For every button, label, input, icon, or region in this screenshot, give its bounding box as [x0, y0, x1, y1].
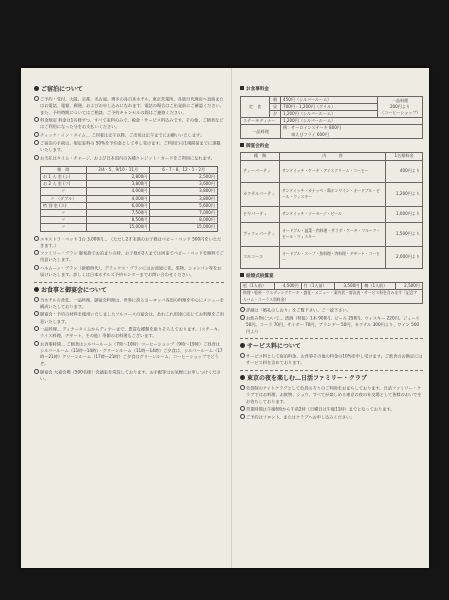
square-bullet-icon: [240, 273, 244, 277]
left-column: [34, 82, 224, 383]
circle-bullet-icon: [34, 96, 39, 101]
circle-bullet-icon: [34, 250, 39, 255]
club-item: 会員制のナイトクラブとして会員の方々のご利用をおまちしております。日活ファミリー・クラブではお料理、お飲物、ショウ、すべてが楽しめる東京の夜の社交場として皆様のおいでをお待ちしております。: [240, 385, 423, 405]
table-row: 〃 4,000円 3,800円: [41, 188, 218, 195]
square-bullet-icon: [240, 143, 244, 147]
circle-bullet-icon: [34, 117, 39, 122]
lodging-item: 料金規定 料金は1名様ずつ、すべて室料のみで、税金・サービス料込みです。その他、ご朝食などはご利用になった分をお支払いください。: [34, 117, 224, 131]
table-row: お 2 人 室 (ツ) 3,800円 3,600円: [41, 181, 218, 188]
meal-prices-heading: お食事料金: [240, 86, 423, 94]
wedding-note: 詳細は「婚礼のしおり」をご覧下さい。ご一読下さい。: [240, 307, 423, 314]
table-row: カクテルパーティ サンドイッチ・カナッペ・鶏ホンワイン・オードブル・ビール・ウィスキー 1,200円より: [241, 182, 423, 206]
banquet-prices-table: [240, 152, 423, 268]
bullet-icon: [34, 287, 39, 292]
meal-prices-table: [240, 96, 423, 139]
club-item: 営業時間は午後6時から午前2時（日曜日は午後11時）までとなっております。: [240, 406, 423, 413]
right-column: [240, 82, 423, 422]
table-row: 料理・乾杯・ウエディングケーキ・盛花・メニュー・案内状・席次表・サービス料を含みます（記念アルバム・コーラス別料金）: [241, 290, 423, 303]
wedding-prices-table: [240, 282, 423, 304]
table-row: ブッフェパーティ オードブル・温菜・肉料理・サラダ・ケーキ・フルーツ・ビール・ウィスキー 1,500円より: [241, 222, 423, 246]
table-header: 期 間: [41, 166, 87, 173]
circle-bullet-icon: [34, 297, 39, 302]
table-row: 〃 7,500円 7,000円: [41, 210, 218, 217]
table-row: 定 食 朝 450円（シルバールーム） 一品料理 200円より （コーヒーショップ）: [241, 96, 423, 103]
circle-bullet-icon: [34, 311, 39, 316]
dining-item: 当ホテルの食堂、一品料理、御宴会料理は、世界に誇るヨーロッパ各国の料理を中心にメニューを構成いたしております。: [34, 297, 224, 311]
circle-bullet-icon: [34, 369, 39, 374]
lodging-note: エキストラ・ベッド 1台 3,000円… （ただし2才未満のお子様はベビー・ベッド 500円をいただきます。）: [34, 236, 224, 250]
circle-bullet-icon: [240, 353, 245, 358]
table-row: 〃 8,500円 8,000円: [41, 217, 218, 224]
lodging-item: ご予約・受付、大阪、京都、名古屋、博多の各日本ホテル、東京営業所、各旅行代理店へ直接またはお電話、電報、郵便、およびお申し込みになれます。電話の場合はご出発前にご確認ください。また、予約時期についてはご相談、ご予約キャンセルの際はご連絡ください。: [34, 96, 224, 116]
lodging-note: ファミリー・プラン 御家族でお泊まりの時、お子様が2人までは同室でベビー・ベッドを無料でご用意いたします。: [34, 250, 224, 264]
room-rate-table: [40, 166, 218, 232]
dining-item: 一品料理… ディナータイムからディナーまで、豊富な種類を取りそろえております。（ステーキ、ライス料理、デザート、その他）季節のお料理もございます。: [34, 326, 224, 340]
circle-bullet-icon: [240, 315, 245, 320]
table-row: 夕 1,200円（シルバールーム）: [241, 111, 423, 118]
banquet-prices-heading: 御宴会料金: [240, 143, 423, 151]
circle-bullet-icon: [240, 307, 245, 312]
table-row: 〃 15,000円 15,000円: [41, 224, 218, 231]
table-row: お 1 人 室 (シ) 2,800円 2,500円: [41, 174, 218, 181]
service-item: サービス料として宿泊料金、お食事その他の料金の10%を申し受けます。ご飲食のお勘定にはサービス料を含めております。: [240, 353, 423, 367]
dining-item: お食事時間… ご朝食はシルバールーム（7時〜10時）コーヒーショップ（9時〜19時）ご昼食はシルバールーム（11時〜14時）・グリーンルーム（11時〜14時）ご夕食は、シルバールーム（17時〜21時）グリーンルーム（17時〜21時）ご夕食はグリーンルーム、コーヒーショップでどうぞ。: [34, 341, 224, 368]
dining-item: 御宴会・予約の材料を使用いたしましたフルコースの宴会は、あれこれ用途に応じてお料理をご用意いたします。: [34, 311, 224, 325]
circle-bullet-icon: [240, 385, 245, 390]
table-header: 内 容: [280, 153, 386, 160]
table-row: 昼 700円・1,200円（グリル）: [241, 103, 423, 110]
table-row: 特 別 室 (ス) 6,000円 5,600円: [41, 202, 218, 209]
bullet-icon: [34, 86, 39, 91]
circle-bullet-icon: [240, 414, 245, 419]
lodging-item: お支払はタイム・チャージ、および日本国内の各種クレジット・カードをご利用になれます。: [34, 155, 224, 162]
section-heading-service: サービス料について: [240, 342, 423, 352]
circle-bullet-icon: [34, 326, 39, 331]
table-row: ティーパーティ サンドイッチ・ケーキ・アイスクリーム・コーヒー 400円より: [241, 160, 423, 182]
lodging-item: ご宿泊の手続は、規定室料の 50%を予約金として申し受けます。ご利用日の1週間前までに頂戴いたします。: [34, 140, 224, 154]
table-header: 1名様料金: [386, 153, 423, 160]
wedding-heading: 結婚式披露宴: [240, 273, 423, 281]
section-heading-dining: お食事と御宴会について: [34, 286, 224, 296]
table-row: フルコース オードブル・スープ・魚料理・肉料理・デザート・コーヒー 2,000円より: [241, 246, 423, 268]
fold-line: [231, 68, 232, 568]
table-header: 3/4・5、9/10・11月: [86, 166, 150, 173]
brochure-sheet: [21, 68, 429, 568]
lodging-item: チェック・イン・タイム… ご到着は正午以降、ご出発は正午までにお願いいたします。: [34, 132, 224, 139]
table-header: 種 類: [241, 153, 280, 160]
circle-bullet-icon: [34, 132, 39, 137]
table-row: 〃 （ダブル） 4,000円 3,800円: [41, 195, 218, 202]
table-header: 6・7・8、12・1・2月: [150, 166, 218, 173]
circle-bullet-icon: [34, 341, 39, 346]
club-item: ご予約はフロント、またはクラブへお申し込みください。: [240, 414, 423, 421]
circle-bullet-icon: [34, 236, 39, 241]
table-row: ステーキディナー 1,200円（シルバールーム）: [241, 118, 423, 125]
section-heading-club: 東京の夜を楽しむ…日活ファミリー・クラブ: [240, 374, 423, 384]
section-heading-lodging: ご宿泊について: [34, 85, 224, 95]
divider: [240, 370, 423, 371]
table-row: ビヤパーティ サンドイッチ・ソーセージ・ビール 1,000円より: [241, 206, 423, 222]
table-row: 一品料理 例：サーロインステーキ 800円 車えびフライ 600円: [241, 125, 423, 138]
divider: [34, 282, 224, 283]
circle-bullet-icon: [34, 155, 39, 160]
square-bullet-icon: [240, 86, 244, 90]
bullet-icon: [240, 343, 245, 348]
lodging-note: ハネムーン・プラン（新婚時代）、デラックス・プランにはお部屋に花、果物、シャンパン等をお届けいたします。詳しくは日本ホテルズ予約センターまでお問い合わせください。: [34, 265, 224, 279]
circle-bullet-icon: [34, 140, 39, 145]
bullet-icon: [240, 375, 245, 380]
circle-bullet-icon: [34, 265, 39, 270]
divider: [240, 338, 423, 339]
dining-item: 御宴会 大宴会場（500名様）会議室を常設しております。お手配等はお気軽にお申しつけください。: [34, 369, 224, 383]
drinks-note: お飲み物について… 清酒（特級）1本 900円、ビール 250円、ウィスキー 220円、ジュース 50円、コーラ 70円、サイダー 70円、ブランデー 50円、カクテル 300円より、ワイン 500円より: [240, 315, 423, 335]
table-row: 松（1人前） 4,500円 竹（1人前） 3,500円 梅（1人前） 2,500円: [241, 283, 423, 290]
circle-bullet-icon: [240, 406, 245, 411]
